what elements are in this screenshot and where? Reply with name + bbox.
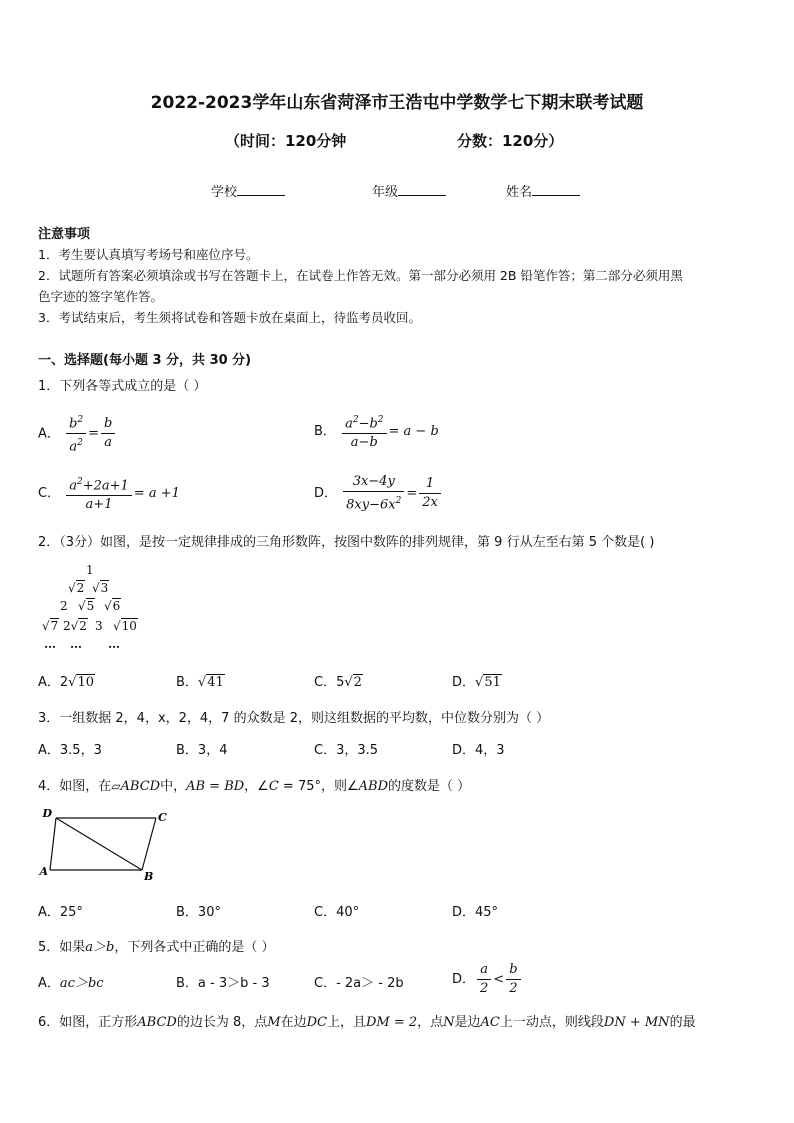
vertex-label-a: A bbox=[39, 865, 48, 878]
q1-option-c: C． $\frac{a^2+2a+1}{a+1}$ = a +1 bbox=[38, 474, 180, 513]
q2-option-c: C．5√2 bbox=[314, 675, 362, 690]
school-field bbox=[211, 181, 285, 200]
q5-option-a: A．ac＞bc bbox=[38, 976, 104, 991]
triangle-number: √3 bbox=[92, 581, 109, 595]
grade-label: 年级 bbox=[372, 185, 399, 200]
triangle-number: 2 bbox=[60, 599, 68, 613]
ellipsis-dots: … bbox=[70, 637, 80, 651]
note-item: 色字迹的签字笔作答。 bbox=[38, 289, 164, 304]
option-label: D． bbox=[314, 486, 338, 502]
question-4-stem: 4．如图，在▱ABCD中，AB = BD，∠C = 75°，则∠ABD的度数是（ ） bbox=[38, 779, 471, 794]
triangle-number: √6 bbox=[104, 599, 121, 613]
name-blank bbox=[532, 183, 580, 196]
triangle-number: √7 bbox=[42, 619, 59, 633]
q5-option-d: D． $\frac{a}{2}$ < $\frac{b}{2}$ bbox=[452, 962, 523, 997]
q3-option-c: C．3，3.5 bbox=[314, 743, 379, 758]
school-blank bbox=[237, 183, 285, 196]
q1-option-a: A． $\frac{b^2}{a^2}$ = $\frac{b}{a}$ bbox=[38, 412, 117, 456]
vertex-label-d: D bbox=[42, 808, 52, 820]
name-label: 姓名 bbox=[506, 185, 533, 200]
q2-option-d: D．√51 bbox=[452, 675, 501, 690]
q2-option-b: B．√41 bbox=[176, 675, 224, 690]
vertex-label-c: C bbox=[158, 811, 167, 824]
page-title: 2022-2023学年山东省菏泽市王浩屯中学数学七下期末联考试题 bbox=[150, 93, 644, 113]
total-score: 分数：120分） bbox=[457, 132, 564, 150]
section-heading: 一、选择题(每小题 3 分，共 30 分) bbox=[38, 353, 252, 368]
time-limit: （时间：120分钟 bbox=[225, 132, 347, 150]
q1-option-d: D． $\frac{3x-4y}{8xy-6x^2}$ = $\frac{1}{2x}$ bbox=[314, 474, 443, 513]
triangle-number: √5 bbox=[78, 599, 95, 613]
note-item: 3．考试结束后，考生须将试卷和答题卡放在桌面上，待监考员收回。 bbox=[38, 310, 421, 325]
notes-heading: 注意事项 bbox=[38, 227, 91, 242]
q4-option-b: B．30° bbox=[176, 905, 221, 920]
question-6-stem: 6．如图，正方形ABCD的边长为 8，点M在边DC上，且DM = 2，点N是边AC上一动点，则线段DN + MN的最 bbox=[38, 1015, 696, 1030]
q4-option-c: C．40° bbox=[314, 905, 360, 920]
note-item: 1．考生要认真填写考场号和座位序号。 bbox=[38, 247, 259, 262]
ellipsis-dots: … bbox=[108, 637, 118, 651]
name-field bbox=[506, 181, 580, 200]
q4-option-d: D．45° bbox=[452, 905, 499, 920]
triangle-number: 3 bbox=[95, 619, 103, 633]
question-2-stem: 2．（3分）如图，是按一定规律排成的三角形数阵，按图中数阵的排列规律，第 9 行从左至右第 5 个数是( ) bbox=[38, 535, 655, 550]
question-5-stem: 5．如果a＞b，下列各式中正确的是（ ） bbox=[38, 940, 275, 955]
q3-option-d: D．4，3 bbox=[452, 743, 505, 758]
q5-option-c: C．- 2a＞ - 2b bbox=[314, 976, 404, 991]
parallelogram-figure bbox=[38, 808, 178, 886]
q5-option-b: B．a - 3＞b - 3 bbox=[176, 976, 270, 991]
triangle-number: √2 bbox=[68, 581, 85, 595]
triangle-number: √10 bbox=[113, 619, 137, 633]
vertex-label-b: B bbox=[144, 870, 154, 883]
ellipsis-dots: … bbox=[44, 637, 54, 651]
q3-option-b: B．3，4 bbox=[176, 743, 228, 758]
option-label: B． bbox=[314, 424, 336, 440]
option-label: C． bbox=[38, 486, 61, 502]
question-3-stem: 3．一组数据 2，4，x，2，4，7 的众数是 2，则这组数据的平均数，中位数分别为（ ） bbox=[38, 711, 550, 726]
triangle-number: 2√2 bbox=[63, 619, 87, 633]
q1-option-b: B． $\frac{a^2-b^2}{a-b}$ = a − b bbox=[314, 412, 439, 451]
grade-field bbox=[372, 181, 446, 200]
grade-blank bbox=[398, 183, 446, 196]
school-label: 学校 bbox=[211, 185, 238, 200]
triangle-number: 1 bbox=[86, 563, 94, 577]
q2-option-a: A．2√10 bbox=[38, 675, 95, 690]
option-label: A． bbox=[38, 426, 60, 442]
question-1-stem: 1．下列各等式成立的是（ ） bbox=[38, 379, 207, 394]
q4-option-a: A．25° bbox=[38, 905, 83, 920]
q3-option-a: A．3.5，3 bbox=[38, 743, 102, 758]
note-item: 2．试题所有答案必须填涂或书写在答题卡上，在试卷上作答无效。第一部分必须用 2B 铅笔作答；第二部分必须用黑 bbox=[38, 268, 683, 283]
